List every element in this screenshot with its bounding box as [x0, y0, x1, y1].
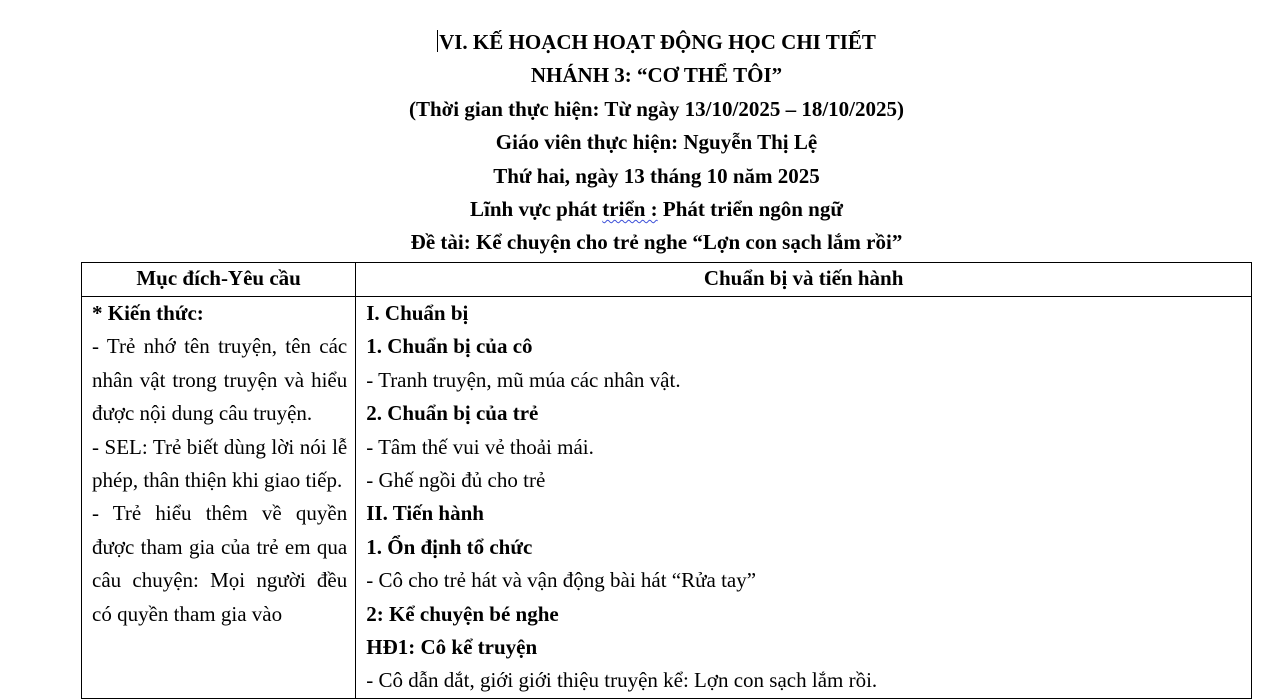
section-heading: I. Chuẩn bị [366, 301, 469, 325]
table-header-row [82, 263, 1252, 297]
heading-field [0, 193, 1277, 226]
section-heading: 1. Ổn định tổ chức [366, 534, 533, 559]
preparation-cell[interactable] [356, 297, 1252, 699]
field-suffix: Phát triển ngôn ngữ [657, 196, 843, 221]
objective-paragraph: - SEL: Trẻ biết dùng lời nói lễ phép, thân thiện khi giao tiếp. [92, 434, 348, 493]
section-heading: 1. Chuẩn bị của cô [366, 334, 533, 359]
document-header [0, 26, 1277, 260]
section-heading: 2: Kể chuyện bé nghe [366, 601, 559, 626]
objectives-cell[interactable] [82, 297, 356, 699]
list-item: - Ghế ngồi đủ cho trẻ [366, 468, 546, 493]
table-row [82, 297, 1252, 699]
spellcheck-squiggle-text[interactable]: triển : [602, 196, 658, 221]
section-heading: II. Tiến hành [366, 501, 484, 526]
col-header-objectives[interactable]: Mục đích-Yêu cầu [82, 263, 356, 297]
objective-paragraph: * Kiến thức: [92, 301, 204, 325]
section-heading: 2. Chuẩn bị của trẻ [366, 401, 539, 426]
objective-paragraph: - Trẻ nhớ tên truyện, tên các nhân vật trong truyện và hiểu được nội dung câu truyện. [92, 334, 348, 426]
text-cursor [437, 30, 438, 52]
heading-topic: Đề tài: Kể chuyện cho trẻ nghe “Lợn con sạch lắm rồi” [410, 230, 903, 255]
heading-branch: NHÁNH 3: “CƠ THỂ TÔI” [530, 63, 783, 88]
list-item: - Cô cho trẻ hát và vận động bài hát “Rửa tay” [366, 568, 757, 593]
heading-teacher: Giáo viên thực hiện: Nguyễn Thị Lệ [495, 130, 818, 155]
list-item: - Tranh truyện, mũ múa các nhân vật. [366, 367, 681, 392]
heading-time: (Thời gian thực hiện: Từ ngày 13/10/2025 – 18/10/2025) [409, 96, 904, 121]
list-item: - Tâm thế vui vẻ thoải mái. [366, 434, 594, 459]
heading-date: Thứ hai, ngày 13 tháng 10 năm 2025 [493, 163, 820, 188]
list-item: - Cô dẫn dắt, giới giới thiệu truyện kể: Lợn con sạch lắm rồi. [366, 668, 878, 693]
section-heading: HĐ1: Cô kể truyện [366, 635, 538, 660]
field-prefix: Lĩnh vực phát [470, 196, 603, 221]
heading-title [0, 26, 1277, 59]
col-header-preparation[interactable]: Chuẩn bị và tiến hành [356, 263, 1252, 297]
heading-title-text: VI. KẾ HOẠCH HOẠT ĐỘNG HỌC CHI TIẾT [439, 30, 876, 54]
objective-paragraph: - Trẻ hiểu thêm về quyền được tham gia của trẻ em qua câu chuyện: Mọi người đều có quyền tham gia vào [92, 501, 348, 626]
lesson-plan-table [81, 262, 1252, 699]
